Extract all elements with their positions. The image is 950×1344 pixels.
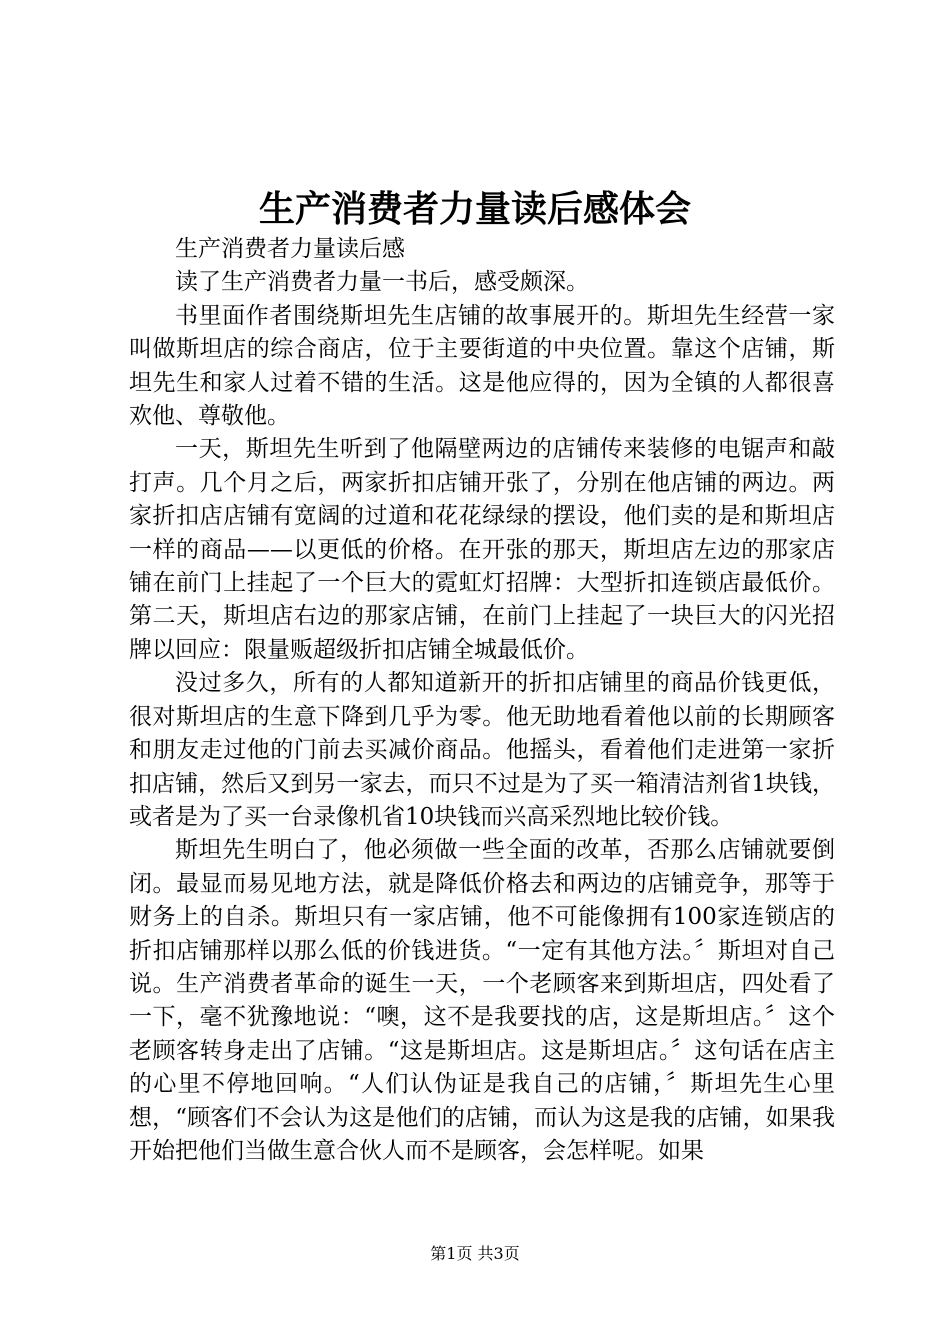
document-title: 生产消费者力量读后感体会 bbox=[258, 188, 691, 230]
document-body bbox=[129, 233, 835, 1168]
paragraph: 斯坦先生明白了，他必须做一些全面的改革，否那么店铺就要倒闭。最显而易见地方法，就是降低价格去和两边的店铺竞争，那等于财务上的自杀。斯坦只有一家店铺，他不可能像拥有100家连锁店的折扣店铺那样以那么低的价钱进货。“一定有其他方法。〞斯坦对自己说。生产消费者革命的诞生一天，一个老顾客来到斯坦店，四处看了一下，毫不犹豫地说：“噢，这不是我要找的店，这是斯坦店。〞这个老顾客转身走出了店铺。“这是斯坦店。这是斯坦店。〞这句话在店主的心里不停地回响。“人们认伪证是我自己的店铺，〞斯坦先生心里想，“顾客们不会认为这是他们的店铺，而认为这是我的店铺，如果我开始把他们当做生意合伙人而不是顾客，会怎样呢。如果 bbox=[129, 837, 835, 1164]
paragraph: 生产消费者力量读后感 bbox=[175, 236, 405, 262]
paragraph: 读了生产消费者力量一书后，感受颇深。 bbox=[175, 269, 589, 296]
paragraph: 没过多久，所有的人都知道新开的折扣店铺里的商品价钱更低，很对斯坦店的生意下降到几乎为零。他无助地看着他以前的长期顾客和朋友走过他的门前去买减价商品。他摇头，看着他们走进第一家折扣店铺，然后又到另一家去，而只不过是为了买一箱清洁剂省1块钱，或者是为了买一台录像机省10块钱而兴高采烈地比较价钱。 bbox=[129, 670, 835, 830]
page-footer: 第1页 共3页 bbox=[430, 1244, 520, 1263]
paragraph: 一天，斯坦先生听到了他隔壁两边的店铺传来装修的电锯声和敲打声。几个月之后，两家折扣店铺开张了，分别在他店铺的两边。两家折扣店店铺有宽阔的过道和花花绿绿的摆设，他们卖的是和斯坦店一样的商品——以更低的价格。在开张的那天，斯坦店左边的那家店铺在前门上挂起了一个巨大的霓虹灯招牌：大型折扣连锁店最低价。第二天，斯坦店右边的那家店铺，在前门上挂起了一块巨大的闪光招牌以回应：限量贩超级折扣店铺全城最低价。 bbox=[129, 436, 835, 663]
paragraph: 书里面作者围绕斯坦先生店铺的故事展开的。斯坦先生经营一家叫做斯坦店的综合商店，位于主要街道的中央位置。靠这个店铺，斯坦先生和家人过着不错的生活。这是他应得的，因为全镇的人都很喜欢他、尊敬他。 bbox=[129, 302, 835, 430]
